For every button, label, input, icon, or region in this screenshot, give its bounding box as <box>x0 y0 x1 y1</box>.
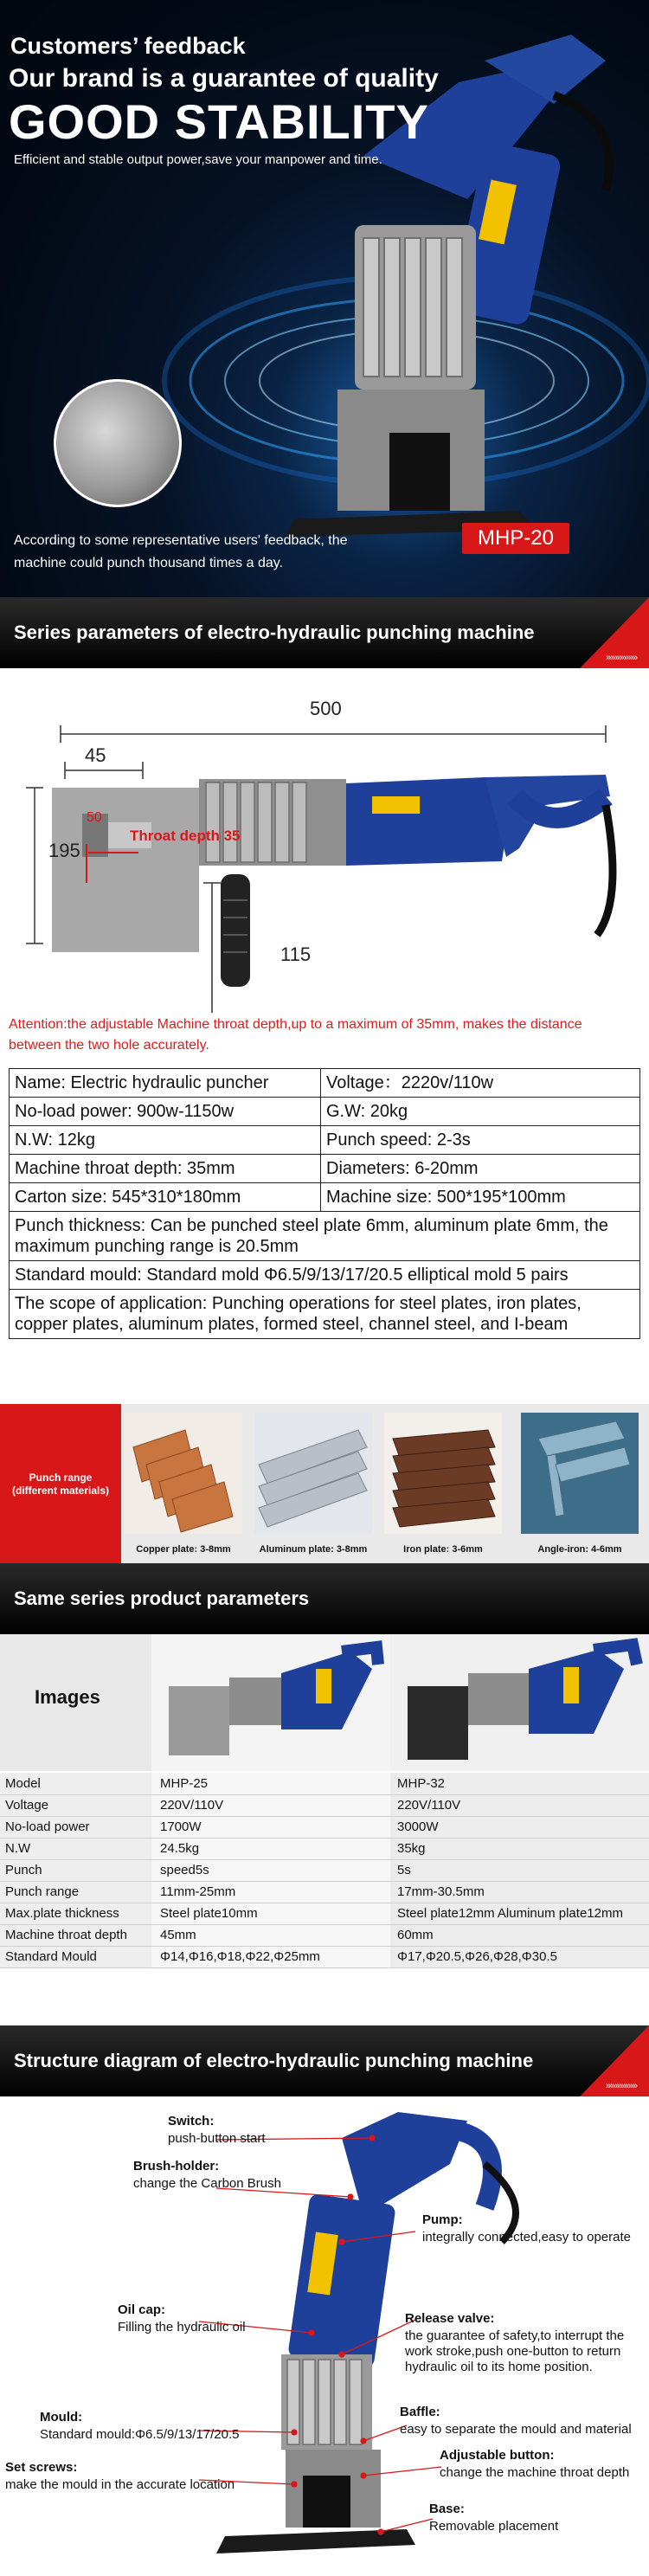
spec-cell: Machine size: 500*195*100mm <box>321 1183 640 1212</box>
brush-holder-desc: change the Carbon Brush <box>133 2176 281 2191</box>
oil-cap-title: Oil cap: <box>118 2302 166 2317</box>
hero-title-stability: GOOD STABILITY <box>9 94 429 149</box>
banner-title: Series parameters of electro-hydraulic punching machine <box>14 621 535 643</box>
table-row <box>0 1859 649 1881</box>
table-row <box>0 1838 649 1859</box>
compare-cell-b: 60mm <box>390 1924 649 1946</box>
iron-plate-icon <box>384 1413 502 1534</box>
material-caption: Aluminum plate: 3-8mm <box>259 1544 368 1555</box>
table-row <box>0 1881 649 1903</box>
baffle-desc: easy to separate the mould and material <box>400 2422 632 2437</box>
release-valve-title: Release valve: <box>405 2311 495 2326</box>
model-badge: MHP-20 <box>462 523 569 554</box>
pump-desc: integrally connected,easy to operate <box>422 2230 631 2244</box>
same-series-banner <box>0 1563 649 1634</box>
table-row <box>10 1261 640 1290</box>
punch-range-label-box <box>0 1404 121 1567</box>
compare-cell-a: Φ14,Φ16,Φ18,Φ22,Φ25mm <box>151 1946 390 1967</box>
table-row <box>10 1126 640 1155</box>
compare-cell-label: Max.plate thickness <box>0 1903 151 1924</box>
compare-cell-label: Model <box>0 1773 151 1794</box>
table-row <box>0 1816 649 1838</box>
dim-height-label: 195 <box>48 840 80 861</box>
dimension-diagram <box>0 675 649 1013</box>
dim-length-label: 500 <box>310 698 342 719</box>
punch-range-strip <box>0 1404 649 1567</box>
spec-cell: Name: Electric hydraulic puncher <box>10 1069 321 1098</box>
machine-side-view-icon <box>52 775 613 987</box>
set-screws-desc: make the mould in the accurate location <box>5 2477 235 2492</box>
material-caption: Angle-iron: 4-6mm <box>537 1544 622 1555</box>
mhp-25-image <box>151 1634 390 1771</box>
compare-cell-b: 35kg <box>390 1838 649 1859</box>
compare-cell-a: 24.5kg <box>151 1838 390 1859</box>
spec-table <box>9 1068 640 1339</box>
mhp-32-image <box>390 1634 649 1771</box>
compare-cell-b: 5s <box>390 1859 649 1881</box>
structure-diagram <box>0 2103 649 2576</box>
spec-cell: G.W: 20kg <box>321 1098 640 1126</box>
compare-cell-a: 45mm <box>151 1924 390 1946</box>
punch-range-label: Punch range (different materials) <box>11 1472 110 1497</box>
table-row <box>0 1924 649 1946</box>
material-copper <box>123 1413 244 1560</box>
compare-cell-b: Steel plate12mm Aluminum plate12mm <box>390 1903 649 1924</box>
mould-title: Mould: <box>40 2410 83 2425</box>
oil-cap-desc: Filling the hydraulic oil <box>118 2320 246 2334</box>
banner-arrows-icon: »»»»»»» <box>606 653 637 663</box>
table-row <box>0 1903 649 1924</box>
material-angle-iron <box>519 1413 640 1560</box>
spec-cell-thickness: Punch thickness: Can be punched steel plate 6mm, aluminum plate 6mm, the maximum punching range is 20.5mm <box>10 1212 640 1261</box>
spec-cell-mould: Standard mould: Standard mold Φ6.5/9/13/17/20.5 elliptical mold 5 pairs <box>10 1261 640 1290</box>
hero-subtitle: Efficient and stable output power,save your manpower and time. <box>14 152 382 167</box>
table-row <box>10 1183 640 1212</box>
copper-plate-icon <box>125 1413 242 1534</box>
images-row <box>0 1634 649 1771</box>
spec-cell: Punch speed: 2-3s <box>321 1126 640 1155</box>
compare-cell-a: speed5s <box>151 1859 390 1881</box>
table-row <box>10 1098 640 1126</box>
series-parameters-banner <box>0 597 649 668</box>
table-row <box>0 1946 649 1967</box>
spec-cell: Carton size: 545*310*180mm <box>10 1183 321 1212</box>
set-screws-title: Set screws: <box>5 2460 78 2475</box>
switch-desc: push-button start <box>168 2131 266 2146</box>
dim-mark-label: 50 <box>87 810 102 825</box>
material-caption: Iron plate: 3-6mm <box>403 1544 483 1555</box>
hero-title-feedback: Customers’ feedback <box>10 33 246 59</box>
table-row <box>10 1290 640 1339</box>
compare-cell-b: MHP-32 <box>390 1773 649 1794</box>
material-aluminum <box>253 1413 374 1560</box>
aluminum-plate-icon <box>254 1413 372 1534</box>
table-row <box>0 1773 649 1794</box>
throat-depth-label: Throat depth 35 <box>130 828 241 844</box>
base-title: Base: <box>429 2502 465 2516</box>
table-row <box>0 1794 649 1816</box>
switch-title: Switch: <box>168 2114 215 2128</box>
spec-cell: Diameters: 6-20mm <box>321 1155 640 1183</box>
release-valve-desc: the guarantee of safety,to interrupt the work stroke,push one-button to return hydraulic oil to its home position. <box>405 2328 625 2374</box>
mould-desc: Standard mould:Φ6.5/9/13/17/20.5 <box>40 2427 240 2442</box>
compare-cell-a: MHP-25 <box>151 1773 390 1794</box>
spec-cell: N.W: 12kg <box>10 1126 321 1155</box>
compare-cell-b: Φ17,Φ20.5,Φ26,Φ28,Φ30.5 <box>390 1946 649 1967</box>
compare-cell-b: 17mm-30.5mm <box>390 1881 649 1903</box>
compare-cell-a: 220V/110V <box>151 1794 390 1816</box>
machine-dimension-drawing <box>0 675 649 1013</box>
compare-cell-label: Punch range <box>0 1881 151 1903</box>
pump-title: Pump: <box>422 2212 463 2227</box>
compare-cell-b: 220V/110V <box>390 1794 649 1816</box>
structure-banner <box>0 2025 649 2096</box>
table-row <box>10 1212 640 1261</box>
spec-cell: Voltage：2220v/110w <box>321 1069 640 1098</box>
compare-cell-a: 11mm-25mm <box>151 1881 390 1903</box>
compare-cell-label: Punch <box>0 1859 151 1881</box>
table-row <box>10 1155 640 1183</box>
base-desc: Removable placement <box>429 2519 559 2534</box>
compare-cell-label: N.W <box>0 1838 151 1859</box>
banner-title: Structure diagram of electro-hydraulic punching machine <box>14 2050 534 2071</box>
compare-cell-label: Machine throat depth <box>0 1924 151 1946</box>
material-caption: Copper plate: 3-8mm <box>136 1544 231 1555</box>
brush-holder-title: Brush-holder: <box>133 2159 220 2174</box>
spec-cell: Machine throat depth: 35mm <box>10 1155 321 1183</box>
compare-cell-b: 3000W <box>390 1816 649 1838</box>
comparison-section <box>0 1634 649 1963</box>
hero-title-quality: Our brand is a guarantee of quality <box>9 64 439 93</box>
material-iron <box>382 1413 504 1560</box>
hero-feedback-text: According to some representative users' feedback, the machine could punch thousand times a day. <box>14 533 348 570</box>
spec-cell-scope: The scope of application: Punching operations for steel plates, iron plates, copper plates, aluminum plates, formed steel, channel steel, and I-beam <box>10 1290 640 1339</box>
banner-arrows-icon: »»»»»»» <box>606 2081 637 2091</box>
angle-iron-icon <box>521 1413 639 1534</box>
spec-cell: No-load power: 900w-1150w <box>10 1098 321 1126</box>
adjustable-button-title: Adjustable button: <box>440 2448 555 2463</box>
baffle-title: Baffle: <box>400 2405 440 2419</box>
detail-inset-image <box>54 379 182 507</box>
compare-cell-a: 1700W <box>151 1816 390 1838</box>
attention-note: Attention:the adjustable Machine throat depth,up to a maximum of 35mm, makes the distance between the two hole accurately. <box>9 1017 582 1053</box>
dim-offset-label: 45 <box>85 744 106 766</box>
table-row <box>10 1069 640 1098</box>
compare-cell-a: Steel plate10mm <box>151 1903 390 1924</box>
dim-handle-label: 115 <box>280 943 312 965</box>
comparison-table <box>0 1773 649 1968</box>
compare-cell-label: No-load power <box>0 1816 151 1838</box>
images-label: Images <box>35 1686 100 1708</box>
compare-cell-label: Standard Mould <box>0 1946 151 1967</box>
compare-cell-label: Voltage <box>0 1794 151 1816</box>
banner-title: Same series product parameters <box>14 1587 310 1609</box>
adjustable-button-desc: change the machine throat depth <box>440 2465 630 2480</box>
hero-section <box>0 0 649 597</box>
